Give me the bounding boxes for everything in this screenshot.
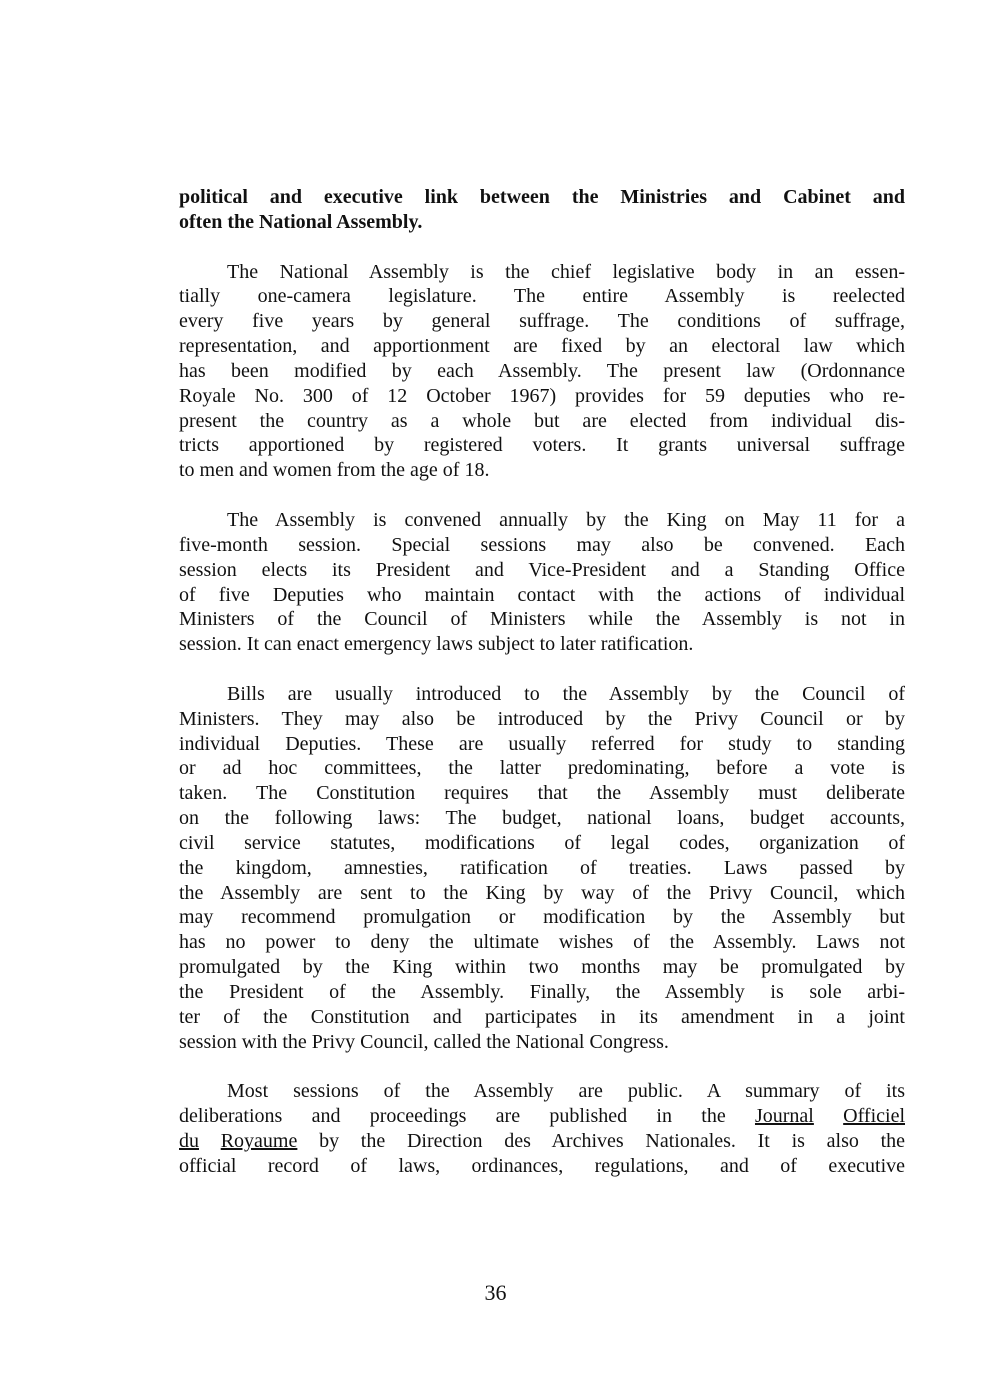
text-line: Ministers. They may also be introduced by the Privy Council or by [179, 707, 905, 730]
text-line: Bills are usually introduced to the Assembly by the Council of [227, 682, 905, 705]
publication-title: Officiel [843, 1105, 905, 1128]
publication-title: du [179, 1130, 199, 1153]
text-line: present the country as a whole but are elected from individual dis- [179, 409, 905, 432]
text-line: has no power to deny the ultimate wishes of the Assembly. Laws not [179, 931, 905, 954]
text-line: tricts apportioned by registered voters. It grants universal suffrage [179, 434, 905, 457]
text-line: The Assembly is convened annually by the King on May 11 for a [227, 508, 905, 531]
text-line: Royale No. 300 of 12 October 1967) provides for 59 deputies who re- [179, 384, 905, 407]
text-line: session with the Privy Council, called the National Congress. [179, 1030, 669, 1053]
text-line: promulgated by the King within two months may be promulgated by [179, 956, 905, 979]
text-line: may recommend promulgation or modification by the Assembly but [179, 906, 905, 929]
text-line: on the following laws: The budget, national loans, budget accounts, [179, 807, 905, 830]
text-line: to men and women from the age of 18. [179, 459, 490, 482]
text-line: often the National Assembly. [179, 210, 423, 233]
paragraph-5 [179, 1079, 905, 1178]
publication-title: Royaume [220, 1130, 298, 1153]
text-line: session. It can enact emergency laws subject to later ratification. [179, 633, 694, 656]
text-line: the kingdom, amnesties, ratification of treaties. Laws passed by [179, 856, 905, 879]
text-line: has been modified by each Assembly. The present law (Ordonnance [179, 359, 905, 382]
text-line: session elects its President and Vice-President and a Standing Office [179, 558, 905, 581]
text-line [179, 1129, 905, 1154]
paragraph-4 [179, 682, 905, 1055]
publication-title: Journal [754, 1105, 814, 1128]
text-line: The National Assembly is the chief legislative body in an essen- [227, 260, 905, 283]
text-run: deliberations and proceedings are published in the [179, 1105, 755, 1128]
text-line [179, 1104, 905, 1129]
text-line: official record of laws, ordinances, regulations, and of executive [179, 1154, 905, 1177]
text-line: or ad hoc committees, the latter predominating, before a vote is [179, 757, 905, 780]
text-line: the Assembly are sent to the King by way of the Privy Council, which [179, 881, 905, 904]
paragraph-2 [179, 260, 905, 484]
text-line: representation, and apportionment are fixed by an electoral law which [179, 335, 905, 358]
text-line: political and executive link between the Ministries and Cabinet and [179, 186, 905, 208]
text-line: every five years by general suffrage. The conditions of suffrage, [179, 310, 905, 333]
body-text [179, 185, 905, 1179]
text-line: of five Deputies who maintain contact with the actions of individual [179, 583, 905, 606]
text-line: five-month session. Special sessions may also be convened. Each [179, 533, 905, 556]
text-line: the President of the Assembly. Finally, the Assembly is sole arbi- [179, 981, 905, 1003]
text-line: taken. The Constitution requires that the Assembly must deliberate [179, 782, 905, 805]
page-number: 36 [484, 1280, 507, 1305]
text-line: individual Deputies. These are usually referred for study to standing [179, 732, 905, 755]
text-line: ter of the Constitution and participates in its amendment in a joint [179, 1005, 905, 1028]
text-line: Ministers of the Council of Ministers while the Assembly is not in [179, 608, 905, 631]
paragraph-3 [179, 508, 905, 657]
text-line: civil service statutes, modifications of legal codes, organization of [179, 831, 905, 854]
paragraph-1 [179, 185, 905, 235]
text-line: Most sessions of the Assembly are public. A summary of its [227, 1080, 905, 1103]
text-line: tially one-camera legislature. The entire Assembly is reelected [179, 285, 905, 308]
text-run: by the Direction des Archives Nationales. It is also the [297, 1130, 905, 1153]
